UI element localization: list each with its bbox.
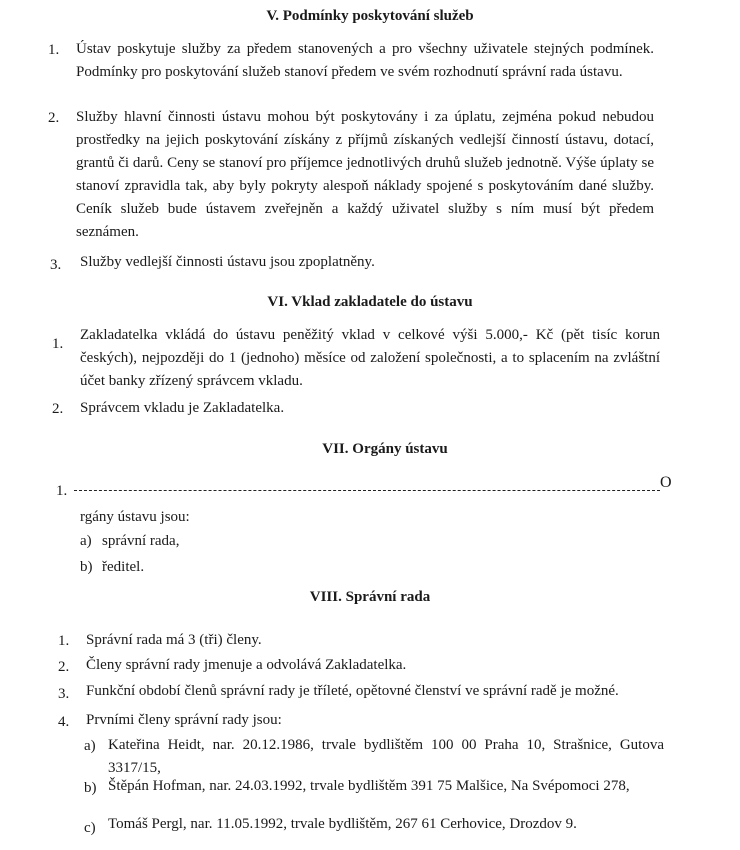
paragraph-v-3: Služby vedlejší činnosti ústavu jsou zpoplatněny.: [80, 254, 375, 270]
paragraph-viii-1: Správní rada má 3 (tři) členy.: [86, 632, 262, 648]
item-number: 2.: [48, 110, 60, 126]
item-number: 1.: [58, 633, 70, 649]
dash-end-letter: O: [660, 474, 672, 491]
item-number: 4.: [58, 714, 70, 730]
paragraph-viii-2: Členy správní rady jmenuje a odvolává Zakladatelka.: [86, 657, 407, 673]
organ-item: ředitel.: [102, 559, 145, 575]
item-number: 2.: [52, 401, 64, 417]
item-number: 3.: [58, 686, 70, 702]
organ-item: správní rada,: [102, 533, 180, 549]
sub-label: a): [80, 533, 92, 549]
paragraph-v-1: Ústav poskytuje služby za předem stanovených a pro všechny uživatele stejných podmínek. Podmínky pro poskytování služeb stanoví předem ve svém rozhodnutí správní rada ústavu.: [76, 41, 654, 80]
paragraph-vi-2: Správcem vkladu je Zakladatelka.: [80, 400, 285, 416]
member-label: c): [84, 820, 96, 836]
item-number: 1.: [48, 42, 60, 58]
item-number: 1.: [52, 336, 64, 352]
member-entry: Kateřina Heidt, nar. 20.12.1986, trvale bydlištěm 100 00 Praha 10, Strašnice, Gutova 3317/15,: [108, 737, 664, 776]
section-heading-viii: VIII. Správní rada: [309, 589, 431, 605]
member-label: a): [84, 738, 96, 754]
item-number: 3.: [50, 257, 62, 273]
dashed-rule: [74, 490, 660, 491]
section-heading-v: V. Podmínky poskytování služeb: [266, 8, 474, 24]
item-number: 2.: [58, 659, 70, 675]
paragraph-v-2: Služby hlavní činnosti ústavu mohou být poskytovány i za úplatu, zejména pokud nebudou prostředky na jejich poskytování získány z příjmů získaných vedlejší činností ústavu, dotací, grantů či darů. Ceny se stanoví pro příjemce jednotlivých druhů služeb jednotně. Výše úplaty se stanoví zpravidla tak, aby byly pokryty alespoň náklady spojené s poskytováním dané služby. Ceník služeb bude ústavem zveřejněn a každý uživatel služby s ním musí být předem seznámen.: [76, 109, 654, 240]
item-number: 1.: [56, 483, 68, 499]
member-label: b): [84, 780, 97, 796]
section-heading-vi: VI. Vklad zakladatele do ústavu: [267, 294, 473, 310]
continuation-text: rgány ústavu jsou:: [80, 509, 190, 525]
member-entry: Tomáš Pergl, nar. 11.05.1992, trvale bydlištěm, 267 61 Cerhovice, Drozdov 9.: [108, 816, 577, 832]
paragraph-viii-4: Prvními členy správní rady jsou:: [86, 712, 282, 728]
section-heading-vii: VII. Orgány ústavu: [322, 441, 448, 457]
member-entry: Štěpán Hofman, nar. 24.03.1992, trvale bydlištěm 391 75 Malšice, Na Svépomoci 278,: [108, 778, 630, 794]
paragraph-vi-1: Zakladatelka vkládá do ústavu peněžitý vklad v celkové výši 5.000,- Kč (pět tisíc korun českých), nejpozději do 1 (jednoho) měsíce od založení společnosti, a to splacením na zvláštní účet banky zřízený správcem vkladu.: [80, 327, 660, 389]
sub-label: b): [80, 559, 93, 575]
paragraph-viii-3: Funkční období členů správní rady je tříleté, opětovné členství ve správní radě je možné.: [86, 683, 619, 699]
